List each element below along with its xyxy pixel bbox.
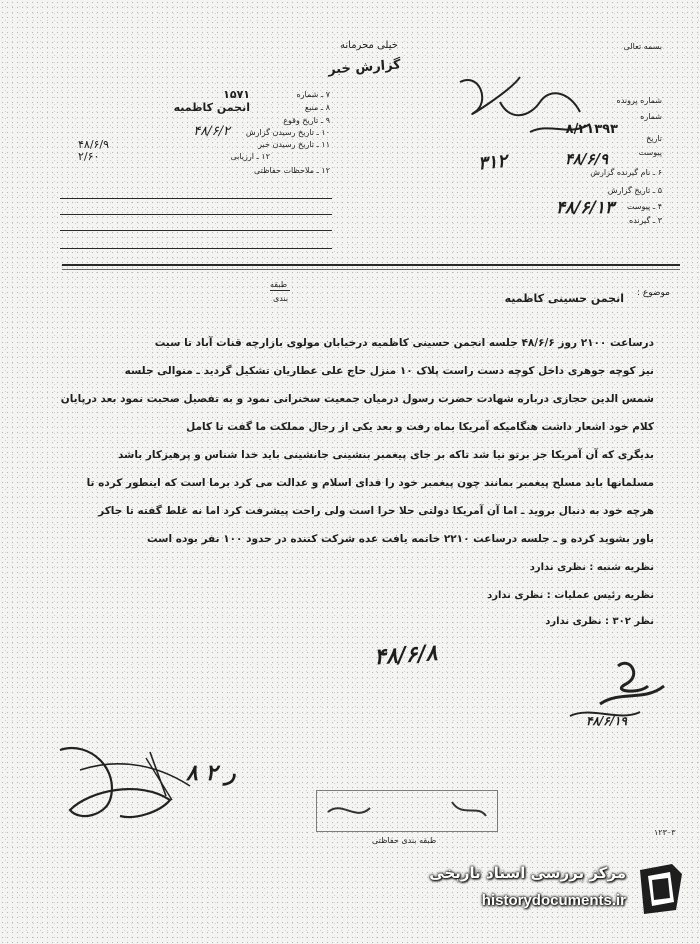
field-row: [60, 101, 330, 115]
page-code: ۱۲۳۰۳: [654, 828, 676, 837]
margin-note: طبقه: [270, 280, 288, 289]
field-value: ۴۸/۶/۹: [564, 150, 608, 168]
note-line: نظریه شنبه : نظری ندارد: [529, 562, 654, 573]
margin-note: بندی: [273, 294, 289, 303]
rule: [60, 230, 332, 231]
field-label: بسمه تعالی: [623, 42, 662, 51]
field-value: ۲/۶۰: [78, 150, 100, 163]
note-line: نظریه رئیس عملیات : نظری ندارد: [487, 590, 654, 601]
field-label: ۱۲ ـ ملاحظات حفاظتی: [254, 166, 330, 175]
body-line: درساعت ۲۱۰۰ روز ۴۸/۶/۶ جلسه انجمن حسینی کاظمیه درخیابان مولوی بازارچه قنات آباد تا سیت: [154, 337, 654, 349]
body-line: نیز کوچه جوهری داخل کوچه دست راست پلاک ۱۰ منزل حاج علی عطاریان تشکیل گردید ـ منوالی جلسه: [124, 365, 654, 377]
subject-value: انجمن حسینی کاظمیه: [504, 292, 624, 305]
classification-top: خیلی محرمانه: [340, 40, 398, 51]
field-row: [60, 150, 330, 164]
field-value: ۴۸/۶/۹: [78, 138, 110, 151]
field-label: ۷ ـ شماره: [296, 90, 330, 99]
header-separator-thin: [62, 269, 680, 270]
handwritten-annotation: ۳۱۲: [476, 150, 509, 175]
field-label: ۱۱ ـ تاریخ رسیدن خبر: [258, 140, 330, 149]
category-stamp: گزارش خبر: [327, 57, 402, 78]
field-row: [60, 88, 330, 102]
field-label: ۹ ـ تاریخ وقوع: [283, 116, 330, 125]
subject-divider: [270, 290, 290, 291]
handwritten-date: ۴۸/۶/۸: [373, 639, 439, 671]
field-row: [60, 164, 330, 178]
stamp-label: طبقه بندی حفاظتی: [372, 836, 437, 845]
field-label: ۱۰ ـ تاریخ رسیدن گزارش: [245, 128, 330, 137]
rule: [60, 198, 332, 199]
watermark: [418, 858, 688, 938]
field-label: شماره: [640, 112, 662, 121]
field-label: ۴ ـ پیوست: [626, 202, 662, 211]
field-label: ۱۲ ـ ارزیابی: [230, 152, 270, 161]
field-label: شماره پرونده: [616, 96, 662, 105]
note-line: نظر ۳۰۲ : نظری ندارد: [545, 616, 654, 627]
watermark-title: مرکز بررسی اسناد تاریخی: [429, 864, 626, 882]
subject-label: موضوع :: [636, 288, 670, 298]
body-line: مسلمانها باید مسلح پیغمبر بمانند چون پیغمبر خود را فدای اسلام و عدالت می کرد برما است که اینطور کرده تا: [86, 477, 654, 489]
stamp-scribble: [322, 794, 492, 826]
field-value: ۴۸/۶/۱۳: [555, 198, 614, 218]
header-separator: [62, 264, 680, 266]
field-label: ۳ ـ گیرنده: [629, 216, 662, 225]
body-line: باور بشوید کرده و ـ جلسه درساعت ۲۲۱۰ خاتمه یافت عده شرکت کننده در حدود ۱۰۰ نفر بوده است: [147, 533, 654, 545]
header-signature: [440, 62, 600, 152]
rule: [60, 214, 332, 215]
field-label: پیوست: [638, 148, 662, 157]
body-line: شمس الدین حجازی درباره شهادت حضرت رسول درمیان جمعیت سخنرانی نمود و به تفصیل صحبت نمود بعد درپایان: [60, 393, 654, 405]
field-label: ۸ ـ منبع: [304, 103, 330, 112]
field-value: انجمن کاظمیه: [173, 101, 250, 114]
rule: [60, 248, 332, 249]
body-line: بدیگری که آن آمریکا جز برتو نیا شد تاکه بر جای پیغمبر بنشینی جانشینی باید خدا شناس و پرهیزکار باشد: [117, 449, 654, 461]
body-line: کلام خود اشعار داشت هنگامیکه آمریکا بماه رفت و بعد یکی از رجال مملکت ما گفت تا کامل: [186, 421, 654, 433]
watermark-url: historydocuments.ir: [481, 892, 626, 909]
field-value: ۸/۲۱۳۹۳: [565, 122, 618, 137]
field-value: ۴۸/۶/۲: [193, 124, 230, 139]
handwritten-date: ۴۸/۶/۱۹: [586, 714, 627, 728]
body-line: هرچه خود به دنبال بروید ـ اما آن آمریکا دولتی حلا حرا است ولی راحت پیشرفت کرد اما نه غلط گفته تا جاکر: [98, 505, 654, 517]
field-label: تاریخ: [646, 134, 662, 143]
field-label: ۶ ـ نام گیرنده گزارش: [590, 168, 662, 177]
field-value: ۱۵۷۱: [223, 88, 250, 101]
archive-logo-icon: [632, 860, 688, 916]
field-label: ۵ ـ تاریخ گزارش: [607, 186, 662, 195]
signature-text: ر ۲ ۸: [186, 760, 236, 786]
